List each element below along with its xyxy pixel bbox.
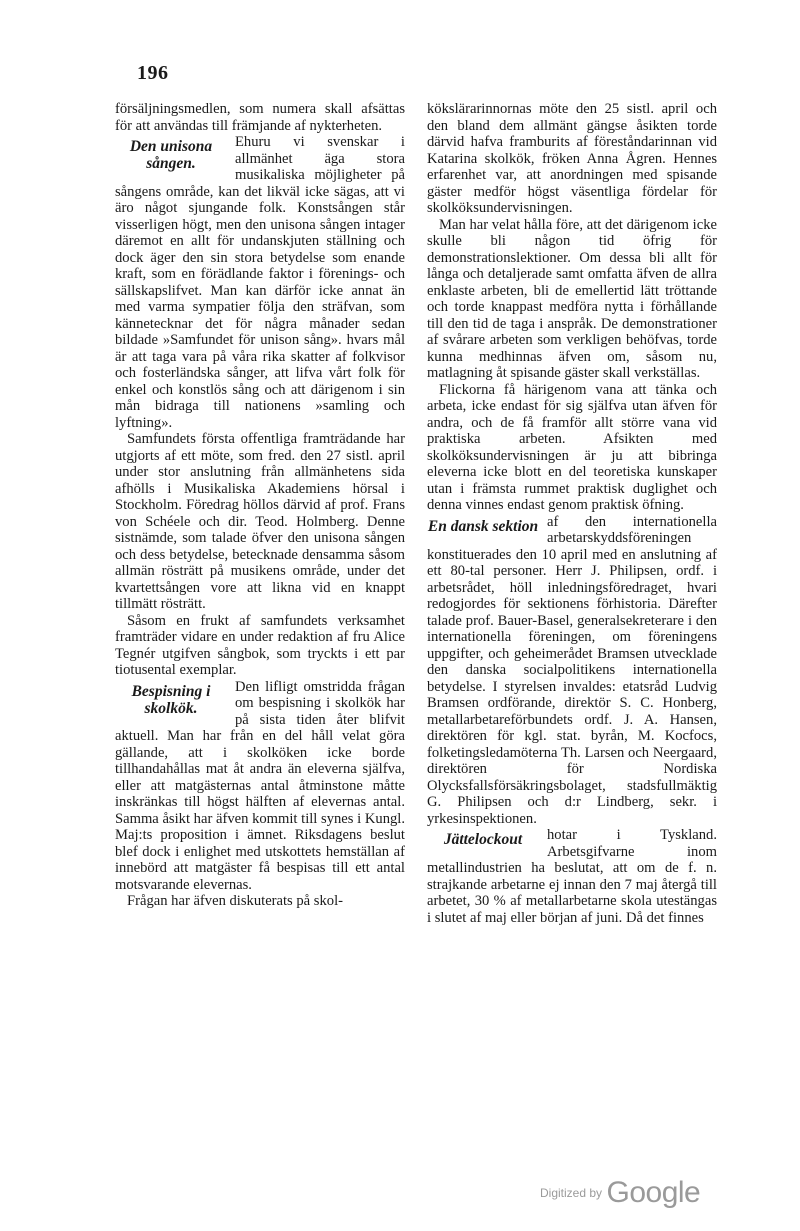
digitized-watermark xyxy=(540,1176,700,1210)
paragraph: Frågan har äfven diskuterats på skol- xyxy=(127,893,343,909)
paragraph: försäljningsmedlen, som numera skall afsättas för att användas till främjande af nykterheten. xyxy=(115,101,405,134)
paragraph: kökslärarinnornas möte den 25 sistl. april och den bland dem allmänt gängse åsikten torde därvid hafva framburits af föreståndarinnan vid Katarina skolkök, fröken Anna Ågren. Hennes erfarenhet var, att anordningen med spisande gäster medför högst väsentliga fördelar för skolköksundervisningen. xyxy=(427,101,717,216)
watermark-prefix: Digitized by xyxy=(540,1186,603,1200)
left-column xyxy=(115,101,405,910)
paragraph: Flickorna få härigenom vana att tänka och arbeta, icke endast för sig själfva utan äfven för andra, och de få framför allt större vana vid praktiska arbeten. Afsikten med skolköksundervisningen är ju att bibringa eleverna icke blott en del teoretiska kunskaper utan i främsta rummet praktisk duglighet och denna vinnes endast genom praktisk öfning. xyxy=(427,381,717,513)
google-logo: Google xyxy=(606,1176,701,1209)
paragraph: Man har velat hålla före, att det därigenom icke skulle bli någon tid öfrig för demonstrationslektioner. Om dessa bli allt för långa och detaljerade samt omfatta äfven de allra enklaste arbeten, bli de emellertid lätt tröttande och torde knappast medföra nytta i förhållande till den tid de taga i anspråk. De demonstrationer af svårare arbeten som verkligen behöfvas, torde kunna medhinnas äfven om, såsom nu, matlagning åt spisande gäster skall verkställas. xyxy=(427,216,717,381)
section-heading-lockout: Jättelockout xyxy=(443,831,523,848)
section-heading-unison-song: Den unisona sången. xyxy=(129,138,213,172)
section-heading-danish-section: En dansk sektion xyxy=(427,517,539,535)
section-heading-school-kitchen: Bespisning i skolkök. xyxy=(131,682,211,717)
paragraph: Ehuru vi svenskar i allmänhet äga stora musikaliska möjligheter på sångens område, kan det likväl icke sägas, att vi äro något sjungande folk. Konstsången står visserligen högt, men den unisona sången intager däremot en allt för undanskjuten ställning och dock äger den sin stora betydelse som enande kraft, som en förädlande faktor i förenings- och sällskapslifvet. Man kan därför icke annat än med varma sympatier följa den sträfvan, som kännetecknar det för några månader sedan bildade »Samfundet för unison sång». hvars mål är att taga vara på våra rika skatter af folkvisor och fosterländska sånger, att lifva vårt folk för enkel och konstlös sång och att därigenom i sin mån bidraga till nationens »samling och lyftning». xyxy=(115,134,405,431)
paragraph: hotar i Tyskland. Arbetsgifvarne inom metallindustrien ha beslutat, att om de f. n. strajkande arbetarne ej innan den 7 maj återgå till arbetet, 30 % af metallarbetarne skola utestängas i slutet af maj eller början af juni. Då det finnes xyxy=(427,827,717,926)
paragraph: af den internationella arbetarskyddsföreningen konstituerades den 10 april med en anslutning af ett 80-tal personer. Herr J. Philipsen, ordf. i arbetsrådet, höll inledningsföredraget, hvari redogjordes för sektionens förhistoria. Därefter talade prof. Bauer-Basel, generalsekreterare i den internationella föreningen, om föreningens uppgifter, och geheimerådet Bramsen utvecklade den danska socialpolitikens internationella betydelse. I styrelsen invaldes: etatsråd Ludvig Bramsen ordförande, direktör S. C. Honberg, metallarbetareförbundets ordf. J. A. Hansen, direktören för kgl. stat. byrån, M. Kocfocs, folketingsledamöterna Th. Larsen och Neergaard, direktören för Nordiska Olycksfallsförsäkringsbolaget, stadsfullmäktig G. Philipsen och d:r Lindberg, sekr. i yrkesinspektionen. xyxy=(427,513,717,827)
right-column xyxy=(427,101,717,926)
paragraph: Den lifligt omstridda frågan om bespisning i skolkök har på sista tiden åter blifvit aktuell. Man har från en del håll velat göra gällande, att i skolköken icke borde tillhandahållas mat åt andra än eleverna själfva, eller att matgästernas antal åtminstone måtte inskränkas till högst hälften af elevernas antal. Samma åsikt har äfven kommit till synes i Kungl. Maj:ts proposition i ämnet. Riksdagens beslut blef dock i enlighet med utskottets hemställan af innebörd att matgäster få bespisas till ett antal motsvarande elevernas. xyxy=(115,678,405,893)
paragraph: Samfundets första offentliga framträdande har utgjorts af ett möte, som fred. den 27 sistl. april under stor anslutning från allmänhetens sida afhölls i Musikaliska Akademiens hörsal i Stockholm. Föredrag höllos därvid af prof. Frans von Schéele och dir. Teod. Holmberg. Denne sistnämde, som talade öfver den unisona sången och dess betydelse, betecknade densamma såsom allmän rösträtt på musikens område, under det kvartettsången vore att likna vid en knappt tillmätt rösträtt. xyxy=(115,431,405,612)
page-number: 196 xyxy=(137,62,169,84)
paragraph: Såsom en frukt af samfundets verksamhet framträder vidare en under redaktion af fru Alice Tegnér utgifven sångbok, som tryckts i ett par tiotusental exemplar. xyxy=(115,612,405,678)
